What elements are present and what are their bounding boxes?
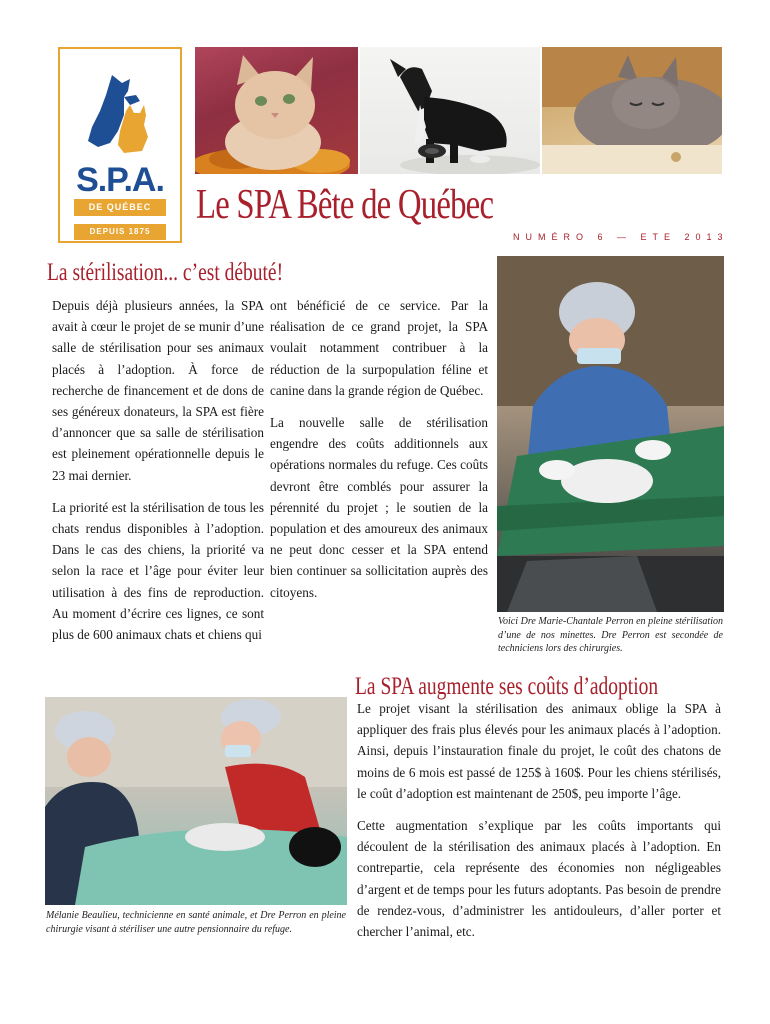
paragraph: La nouvelle salle de stérilisation engendre des coûts additionnels aux opérations normales du refuge. Ces coûts devront être comblés pour assurer la pérennité du projet ; le soutien de la population et des amoureux des animaux ne peut donc cesser et la SPA entend bien continuer sa sollicitation auprès des citoyens. xyxy=(270,415,488,600)
article2-heading: La SPA augmente ses coûts d’adoption xyxy=(355,673,659,700)
logo-since: DEPUIS 1875 xyxy=(74,224,166,240)
cat-photo xyxy=(195,47,358,174)
paragraph: Le projet visant la stérilisation des animaux oblige la SPA à appliquer des frais plus élevés pour les animaux placés à l’adoption. Ainsi, depuis l’instauration finale du projet, le coût des chatons de moins de 6 mois est passé de 125$ à 160$. Pour les chiens stérilisés, le coût d’adoption est maintenant de 250$, peu importe l’âge. xyxy=(357,701,721,801)
article2-column xyxy=(357,698,721,953)
logo-subtitle: DE QUÉBEC xyxy=(74,199,166,216)
photo-caption: Mélanie Beaulieu, technicienne en santé animale, et Dre Perron en pleine chirurgie visant à stériliser une autre pensionnaire du refuge. xyxy=(46,910,346,935)
spa-logo xyxy=(58,47,182,243)
dog-photo xyxy=(360,47,540,174)
dog-cat-silhouette-icon xyxy=(78,71,166,159)
paragraph: Depuis déjà plusieurs années, la SPA avait à cœur le projet de se munir d’une salle de stérilisation pour ses animaux placés à l’adoption. À force de recherche de financement et de dons de ses généreux donateurs, la SPA est fière d’annoncer que sa salle de stérilisation est pleinement opérationnelle depuis le 23 mai dernier. xyxy=(52,298,264,483)
paragraph: La priorité est la stérilisation de tous les chats rendus disponibles à l’adoption. Dans le cas des chiens, la priorité va selon la race et l’âge pour éviter leur utilisation à des fins de reproduction. Au moment d’écrire ces lignes, ce sont plus de 600 animaux chats et chiens qui xyxy=(52,499,264,643)
paragraph: Cette augmentation s’explique par les coûts importants qui découlent de la stérilisation des animaux placés à l’adoption. En contrepartie, cela représente des économies non négligeables d’argent et de temps pour les futurs adoptants. Pas besoin de prendre de rendez-vous, d’administrer les antidouleurs, d’aller porter et chercher l’animal, etc. xyxy=(357,818,721,940)
logo-name: S.P.A. xyxy=(76,161,164,199)
sleeping-cat-photo xyxy=(542,47,722,174)
paragraph: ont bénéficié de ce service. Par la réalisation de ce grand projet, la SPA voulait notamment contribuer à la réduction de la surpopulation féline et canine dans la grande région de Québec. xyxy=(270,298,488,398)
page-title: Le SPA Bête de Québec xyxy=(196,182,494,228)
photo-caption: Voici Dre Marie-Chantale Perron en pleine stérilisation d’une de nos minettes. Dre Perron est secondée de techniciens lors des chirurgies. xyxy=(498,616,723,654)
issue-label: NUMÉRO 6 — ETE 2013 xyxy=(513,232,729,242)
surgery-photo-2 xyxy=(45,697,347,905)
article1-column-2 xyxy=(270,295,488,614)
surgery-photo xyxy=(497,256,724,612)
article1-column-1 xyxy=(52,295,264,656)
article1-heading: La stérilisation... c’est débuté! xyxy=(47,259,284,286)
